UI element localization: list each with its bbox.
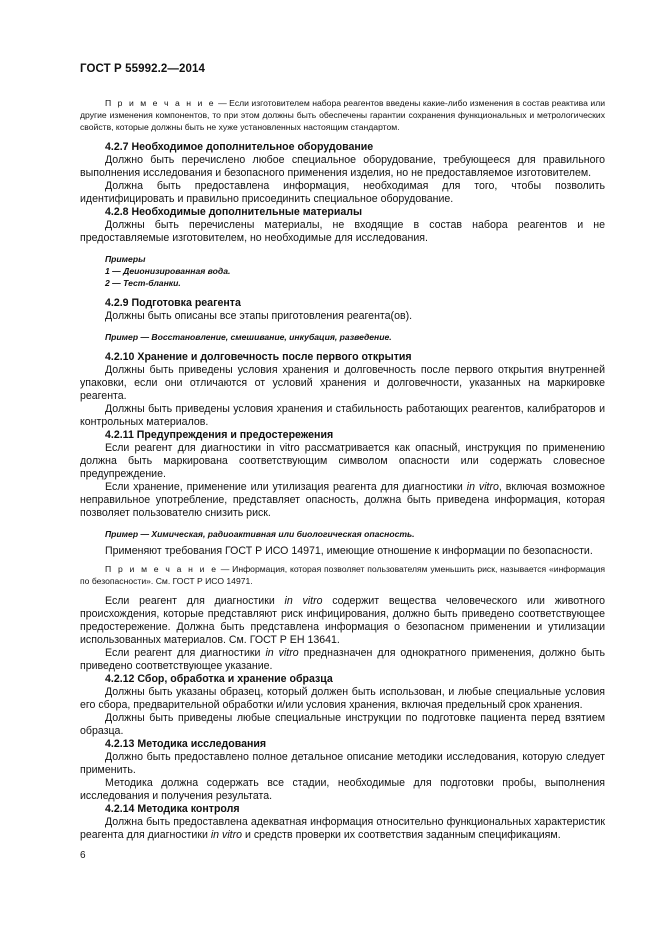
paragraph: Должно быть предоставлено полное детальное описание методики исследования, которую следует применить. <box>80 751 605 776</box>
paragraph: Должны быть приведены условия хранения и стабильность работающих реагентов, калибраторов и контрольных материалов. <box>80 403 605 428</box>
note-label: П р и м е ч а н и е <box>105 98 216 108</box>
text-run: Должна быть предоставлена адекватная информация относительно функциональных характеристик реагента для диагностики <box>80 816 605 841</box>
text-run: предназначен для однократного применения, должно быть приведено соответствующее указание. <box>80 647 605 672</box>
paragraph: Должны быть описаны все этапы приготовления реагента(ов). <box>105 310 413 322</box>
paragraph <box>80 481 605 520</box>
section-title-4-2-10: 4.2.10 Хранение и долговечность после первого открытия <box>105 351 412 363</box>
example-item: Пример — Восстановление, смешивание, инкубация, разведение. <box>105 332 392 342</box>
italic-run: in vitro <box>210 829 243 841</box>
paragraph: Если реагент для диагностики in vitro рассматривается как опасный, инструкция по применению должна быть маркирована соответствующим символом опасности или содержать словесное предупреждение. <box>80 442 605 480</box>
paragraph <box>80 595 605 647</box>
italic-run: in vitro <box>466 481 499 493</box>
paragraph: Должно быть перечислено любое специальное оборудование, требующееся для правильного выполнения исследования и безопасного применения изделия, но не предоставляемое изготовителем. <box>80 154 605 179</box>
example-item: Пример — Химическая, радиоактивная или биологическая опасность. <box>105 529 415 539</box>
document-header: ГОСТ Р 55992.2—2014 <box>80 63 205 75</box>
section-title-4-2-7: 4.2.7 Необходимое дополнительное оборудование <box>105 141 374 153</box>
paragraph: Должны быть приведены условия хранения и долговечность после первого открытия внутренней упаковки, если они отличаются от условий хранения и долговечности, указанных на маркировке реагента. <box>80 364 605 402</box>
paragraph: Должна быть предоставлена информация, необходимая для того, чтобы позволить идентифицировать и правильно присоединить специальное оборудование. <box>80 180 605 205</box>
italic-run: in vitro <box>265 647 299 659</box>
paragraph: Применяют требования ГОСТ Р ИСО 14971, имеющие отношение к информации по безопасности. <box>105 545 593 557</box>
document-body <box>80 97 605 842</box>
example-item: 1 — Деионизированная вода. <box>105 266 231 276</box>
text-run: , включая возможное неправильное употребление, представляет опасность, должна быть приведена информация, которая позволяет пользователю снизить риск. <box>80 481 606 519</box>
section-title-4-2-14: 4.2.14 Методика контроля <box>105 803 240 815</box>
note-paragraph <box>80 97 605 133</box>
section-title-4-2-12: 4.2.12 Сбор, обработка и хранение образца <box>105 673 333 685</box>
note-text: — Если изготовителем набора реагентов введены какие-либо изменения в состав реактива или другие изменения компонентов, то при этом должны быть обеспечены гарантии сохранения функциональных и метрологических свойств, которые должны быть не хуже установленных настоящим стандартом. <box>80 98 606 132</box>
paragraph: Методика должна содержать все стадии, необходимые для подготовки пробы, выполнения исследования и получения результата. <box>80 777 605 802</box>
note-paragraph <box>80 563 605 587</box>
section-title-4-2-9: 4.2.9 Подготовка реагента <box>105 297 241 309</box>
section-title-4-2-11: 4.2.11 Предупреждения и предостережения <box>105 429 334 441</box>
note-text: — Информация, которая позволяет пользователям уменьшить риск, называется «информация по безопасности». См. ГОСТ Р ИСО 14971. <box>80 564 606 586</box>
text-run: Если реагент для диагностики <box>105 647 266 659</box>
text-run: Если хранение, применение или утилизация реагента для диагностики <box>105 481 467 493</box>
italic-run: in vitro <box>284 595 323 607</box>
paragraph <box>80 816 605 842</box>
text-run: и средств проверки их соответствия заданным спецификациям. <box>242 829 561 841</box>
section-title-4-2-13: 4.2.13 Методика исследования <box>105 738 267 750</box>
paragraph: Должны быть указаны образец, который должен быть использован, и любые специальные условия его сбора, предварительной обработки и/или условия хранения, включая предельный срок хранения. <box>80 686 605 711</box>
paragraph: Должны быть приведены любые специальные инструкции по подготовке пациента перед взятием образца. <box>80 712 605 737</box>
section-title-4-2-8: 4.2.8 Необходимые дополнительные материалы <box>105 206 363 218</box>
paragraph: Должны быть перечислены материалы, не входящие в состав набора реагентов и не предоставляемые изготовителем, но необходимые для исследования. <box>80 219 605 244</box>
example-item: 2 — Тест-бланки. <box>105 278 181 288</box>
paragraph <box>80 647 605 673</box>
note-label: П р и м е ч а н и е <box>105 564 219 574</box>
examples-label: Примеры <box>105 254 146 264</box>
text-run: содержит вещества человеческого или животного происхождения, которые представляют риск инфицирования, должно быть приведено соответствующее предостережение. Должна быть представлена информация о безопасном применении и утилизации использованных материалов. См. ГОСТ Р ЕН 13641. <box>80 595 605 646</box>
page-number: 6 <box>80 850 86 861</box>
text-run: Если реагент для диагностики <box>105 595 285 607</box>
